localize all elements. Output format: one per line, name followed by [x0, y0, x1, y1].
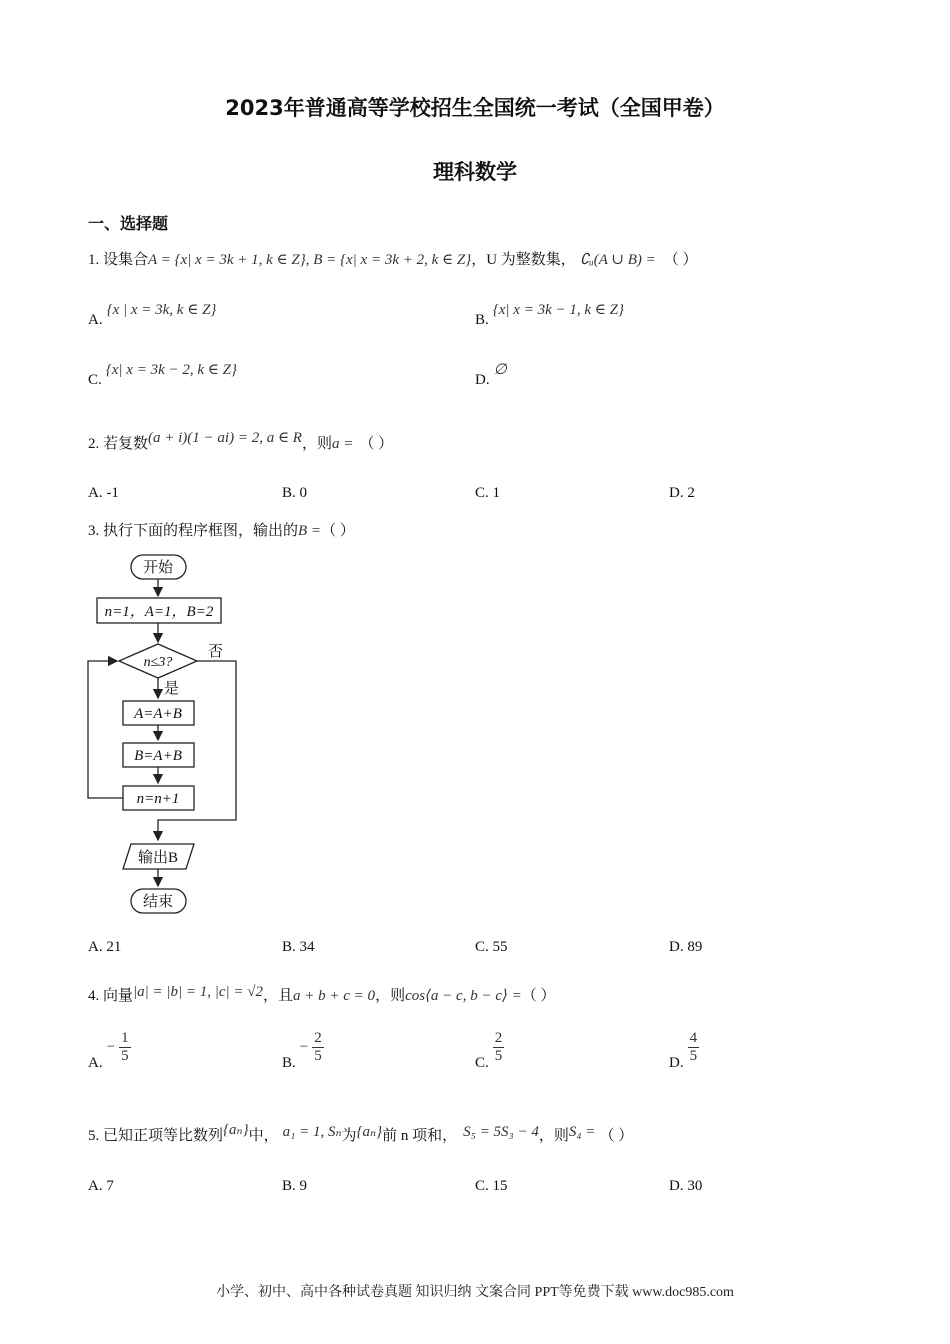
question-4-middle2: ，则: [375, 988, 406, 1004]
question-4-prefix: 4. 向量: [88, 988, 134, 1004]
question-5-mid4: ，则: [538, 1128, 569, 1144]
question-5-seq2: {aₙ}: [356, 1124, 383, 1140]
question-2-option-d[interactable]: D. 2: [669, 485, 695, 501]
flow-end-label: 结束: [142, 894, 174, 910]
fraction-numerator: 4: [689, 1030, 698, 1046]
fraction-numerator: 1: [121, 1030, 129, 1046]
flow-yes-label: 是: [164, 681, 180, 697]
fraction-numerator: 2: [314, 1030, 322, 1046]
question-5-cond2: S₅ = 5S₃ − 4: [463, 1124, 539, 1140]
fraction-denominator: 5: [314, 1048, 322, 1064]
option-value: {x| x = 3k − 1, k ∈ Z}: [492, 302, 624, 318]
option-label: B.: [475, 312, 489, 328]
question-4-option-c[interactable]: [475, 1030, 504, 1072]
option-value: {x | x = 3k, k ∈ Z}: [106, 302, 217, 318]
flow-no-label: 否: [208, 644, 224, 660]
flow-init-label: n=1，A=1，B=2: [104, 604, 214, 620]
option-label: D.: [669, 1055, 684, 1072]
option-label: C.: [475, 1055, 489, 1072]
option-label: D.: [475, 372, 490, 388]
question-3-option-c[interactable]: C. 55: [475, 939, 508, 955]
question-1-ask: ∁ᵤ(A ∪ B) =: [579, 252, 656, 268]
option-label: A.: [88, 1055, 103, 1072]
question-4-paren: （ ）: [521, 988, 556, 1004]
question-3-option-b[interactable]: B. 34: [282, 939, 315, 955]
question-5-cond: a₁ = 1, Sₙ: [282, 1124, 342, 1140]
option-fraction: [688, 1030, 700, 1065]
flow-step3-label: n=n+1: [136, 791, 180, 807]
question-5-paren: （ ）: [599, 1128, 634, 1144]
option-sign: −: [106, 1039, 116, 1056]
page-footer: 小学、初中、高中各种试卷真题 知识归纳 文案合同 PPT等免费下载 www.doc985.com: [216, 1285, 734, 1300]
question-4-cond: |a| = |b| = 1, |c| = √2: [133, 984, 264, 1000]
page-title: 2023年普通高等学校招生全国统一考试（全国甲卷）: [225, 96, 725, 120]
question-5-mid1: 中，: [248, 1128, 279, 1144]
question-3-option-d[interactable]: D. 89: [669, 939, 703, 955]
question-1-sets: A = {x| x = 3k + 1, k ∈ Z}, B = {x| x = 3k + 2, k ∈ Z}: [148, 252, 472, 268]
question-3-paren: （ ）: [321, 523, 355, 539]
question-5-prefix: 5. 已知正项等比数列: [88, 1128, 224, 1144]
question-3-ask: B =: [298, 523, 322, 539]
option-label: A.: [88, 312, 103, 328]
question-5-option-a[interactable]: A. 7: [88, 1178, 114, 1194]
flow-cond-label: n≤3?: [143, 655, 173, 670]
question-4-ask: cos⟨a − c, b − c⟩ =: [405, 988, 522, 1004]
question-2-option-c[interactable]: C. 1: [475, 485, 501, 501]
option-fraction: [312, 1030, 324, 1065]
question-5-option-d[interactable]: D. 30: [669, 1178, 703, 1194]
option-sign: −: [299, 1039, 309, 1056]
question-4-option-b[interactable]: [282, 1030, 324, 1072]
option-label: C.: [88, 372, 102, 388]
question-2-option-a[interactable]: A. -1: [88, 485, 119, 501]
fraction-denominator: 5: [494, 1048, 503, 1064]
question-2-expr: (a + i)(1 − ai) = 2, a ∈ R: [148, 430, 302, 446]
flow-step1-label: A=A+B: [134, 706, 182, 722]
option-value: {x| x = 3k − 2, k ∈ Z}: [105, 362, 237, 378]
question-4-cond2: a + b + c = 0: [293, 988, 376, 1004]
fraction-numerator: 2: [494, 1030, 503, 1046]
question-4-middle: ，且: [263, 988, 294, 1004]
question-2-option-b[interactable]: B. 0: [282, 485, 308, 501]
flow-step2-label: B=A+B: [134, 748, 182, 764]
section-title: 一、选择题: [88, 214, 169, 233]
question-5-option-c[interactable]: C. 15: [475, 1178, 508, 1194]
question-5: [88, 1124, 633, 1145]
question-1-middle: ，U 为整数集，: [471, 252, 576, 268]
fraction-denominator: 5: [121, 1048, 129, 1064]
question-1-prefix: 1. 设集合: [88, 252, 149, 268]
flow-start-label: 开始: [142, 560, 174, 576]
option-fraction: [493, 1030, 505, 1065]
question-5-option-b[interactable]: B. 9: [282, 1178, 308, 1194]
question-2-middle: ，则: [301, 436, 332, 452]
question-5-mid2: 为: [341, 1128, 357, 1144]
question-2-ask: a =: [331, 436, 354, 452]
option-label: B.: [282, 1055, 296, 1072]
question-5-mid3: 前 n 项和，: [382, 1128, 458, 1144]
question-3-prefix: 3. 执行下面的程序框图，输出的: [88, 523, 299, 539]
question-2-paren: （ ）: [359, 436, 394, 452]
option-value: ∅: [493, 362, 507, 378]
option-fraction: [119, 1030, 131, 1065]
question-4: [88, 984, 555, 1005]
question-2-prefix: 2. 若复数: [88, 436, 149, 452]
question-1-paren: （ ）: [663, 252, 698, 268]
page-subtitle: 理科数学: [433, 160, 517, 184]
question-3-option-a[interactable]: A. 21: [88, 939, 122, 955]
question-5-ask: S₄ =: [568, 1124, 596, 1140]
fraction-denominator: 5: [689, 1048, 698, 1064]
question-4-option-a[interactable]: [88, 1030, 131, 1072]
question-4-option-d[interactable]: [669, 1030, 699, 1072]
question-5-seq: {aₙ}: [223, 1122, 249, 1138]
flow-output-label: 输出B: [137, 850, 179, 866]
